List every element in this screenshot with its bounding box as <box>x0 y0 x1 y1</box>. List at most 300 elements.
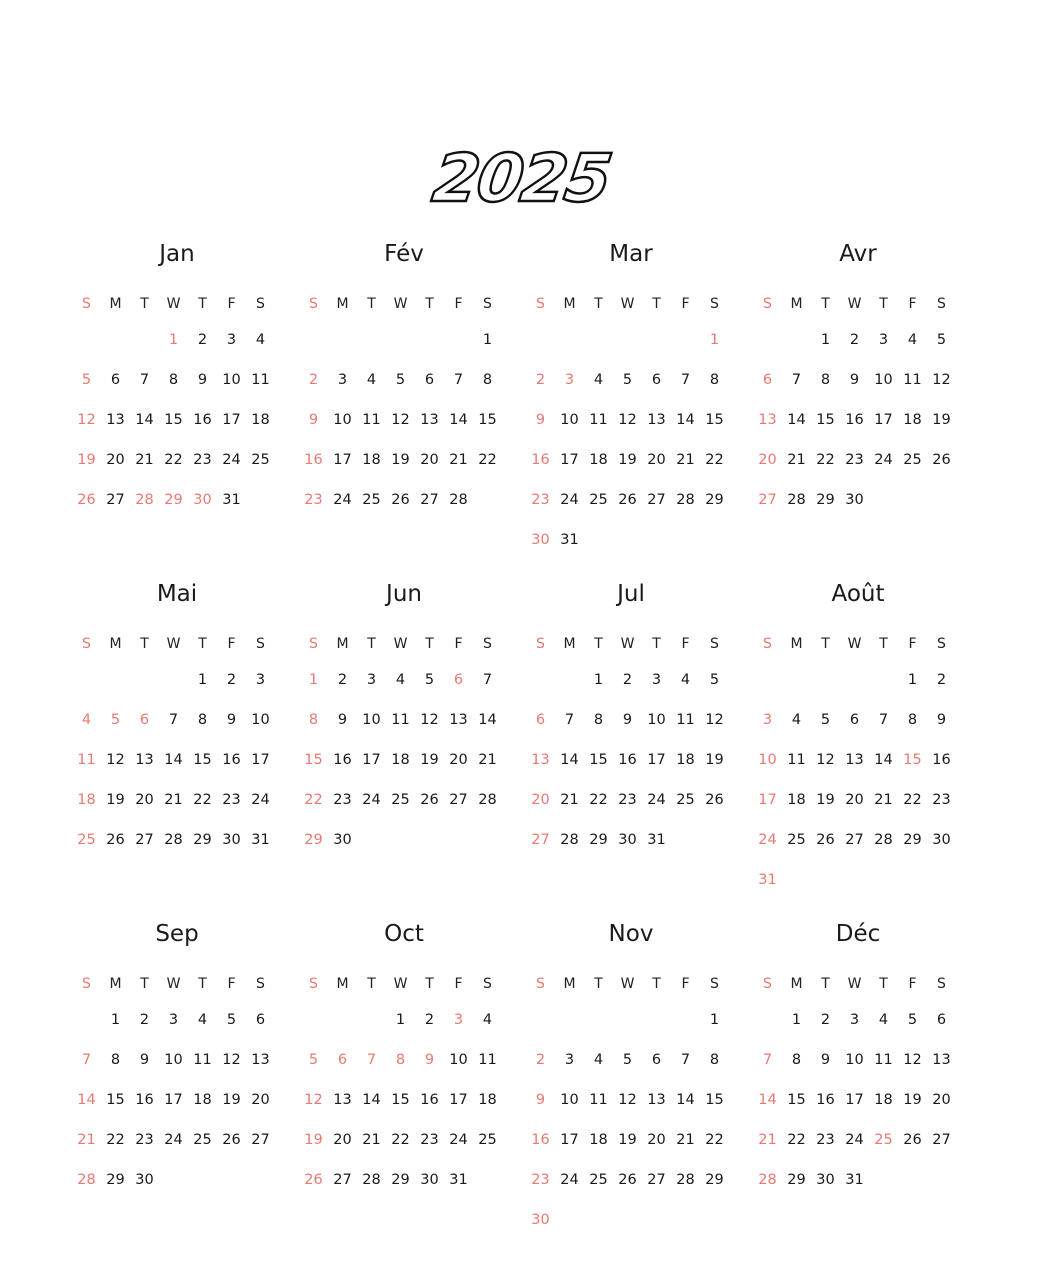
day-cell: 20 <box>845 792 864 808</box>
day-cell: 19 <box>618 1132 637 1148</box>
day-cell: 14 <box>135 412 154 428</box>
day-cell: 16 <box>845 412 864 428</box>
day-cell: 27 <box>333 1172 352 1188</box>
day-cell: 3 <box>878 332 889 348</box>
day-cell: 23 <box>845 452 864 468</box>
day-cell: 18 <box>874 1092 893 1108</box>
weekday-label: S <box>937 976 946 992</box>
day-cell: 9 <box>424 1052 435 1068</box>
day-cell: 30 <box>222 832 241 848</box>
day-cell: 16 <box>816 1092 835 1108</box>
weekday-label: W <box>393 636 408 652</box>
weekday-label: M <box>109 636 122 652</box>
day-cell: 16 <box>304 452 323 468</box>
day-cell: 13 <box>333 1092 352 1108</box>
weekday-label: M <box>790 296 803 312</box>
weekday-label: T <box>652 636 661 652</box>
day-cell: 21 <box>449 452 468 468</box>
day-cell: 23 <box>932 792 951 808</box>
day-cell: 18 <box>193 1092 212 1108</box>
day-cell: 18 <box>787 792 806 808</box>
weekday-header <box>753 968 963 1000</box>
day-cell: 4 <box>482 1012 493 1028</box>
day-cell: 24 <box>874 452 893 468</box>
day-cell: 5 <box>622 372 633 388</box>
day-cell: 28 <box>758 1172 777 1188</box>
day-cell: 19 <box>932 412 951 428</box>
day-cell: 30 <box>333 832 352 848</box>
day-cell: 22 <box>164 452 183 468</box>
day-cell: 15 <box>903 752 922 768</box>
day-cell: 21 <box>560 792 579 808</box>
day-cell: 15 <box>589 752 608 768</box>
weekday-label: S <box>536 636 545 652</box>
day-cell: 16 <box>333 752 352 768</box>
weekday-label: S <box>937 636 946 652</box>
day-cell: 1 <box>308 672 319 688</box>
day-cell: 13 <box>845 752 864 768</box>
weekday-label: F <box>681 296 690 312</box>
day-cell: 16 <box>193 412 212 428</box>
weekday-label: T <box>367 296 376 312</box>
day-cell: 2 <box>820 1012 831 1028</box>
day-cell: 10 <box>449 1052 468 1068</box>
weekday-label: F <box>227 976 236 992</box>
day-cell: 12 <box>106 752 125 768</box>
day-cell: 27 <box>758 492 777 508</box>
day-cell: 29 <box>705 1172 724 1188</box>
day-cell: 19 <box>391 452 410 468</box>
weekday-label: S <box>483 976 492 992</box>
day-cell: 29 <box>391 1172 410 1188</box>
day-cell: 8 <box>820 372 831 388</box>
day-cell: 12 <box>618 412 637 428</box>
day-cell: 17 <box>251 752 270 768</box>
day-cell: 22 <box>705 452 724 468</box>
day-cell: 7 <box>139 372 150 388</box>
day-cell: 28 <box>676 492 695 508</box>
weekday-label: F <box>227 636 236 652</box>
weekday-label: T <box>198 976 207 992</box>
day-cell: 6 <box>535 712 546 728</box>
day-cell: 29 <box>589 832 608 848</box>
days-grid <box>526 660 736 860</box>
month-block <box>299 232 509 572</box>
day-cell: 26 <box>903 1132 922 1148</box>
weekday-label: T <box>425 636 434 652</box>
day-cell: 28 <box>135 492 154 508</box>
day-cell: 22 <box>589 792 608 808</box>
weekday-label: W <box>166 636 181 652</box>
weekday-header <box>72 288 282 320</box>
weekday-label: F <box>454 296 463 312</box>
day-cell: 9 <box>308 412 319 428</box>
day-cell: 9 <box>820 1052 831 1068</box>
day-cell: 1 <box>709 1012 720 1028</box>
day-cell: 20 <box>758 452 777 468</box>
day-cell: 15 <box>705 1092 724 1108</box>
day-cell: 10 <box>874 372 893 388</box>
day-cell: 20 <box>135 792 154 808</box>
day-cell: 22 <box>106 1132 125 1148</box>
day-cell: 23 <box>193 452 212 468</box>
day-cell: 21 <box>478 752 497 768</box>
weekday-label: F <box>454 976 463 992</box>
day-cell: 13 <box>135 752 154 768</box>
day-cell: 27 <box>647 492 666 508</box>
days-grid <box>72 660 282 860</box>
day-cell: 9 <box>226 712 237 728</box>
day-cell: 21 <box>874 792 893 808</box>
day-cell: 12 <box>618 1092 637 1108</box>
day-cell: 3 <box>564 1052 575 1068</box>
day-cell: 30 <box>845 492 864 508</box>
day-cell: 17 <box>845 1092 864 1108</box>
day-cell: 21 <box>676 452 695 468</box>
day-cell: 27 <box>449 792 468 808</box>
weekday-label: T <box>140 636 149 652</box>
day-cell: 11 <box>874 1052 893 1068</box>
day-cell: 7 <box>482 672 493 688</box>
month-name: Jul <box>617 581 645 607</box>
day-cell: 13 <box>758 412 777 428</box>
day-cell: 14 <box>478 712 497 728</box>
day-cell: 3 <box>168 1012 179 1028</box>
day-cell: 22 <box>304 792 323 808</box>
day-cell: 3 <box>337 372 348 388</box>
day-cell: 21 <box>787 452 806 468</box>
month-block <box>753 232 963 572</box>
day-cell: 4 <box>255 332 266 348</box>
day-cell: 21 <box>676 1132 695 1148</box>
day-cell: 9 <box>535 412 546 428</box>
day-cell: 6 <box>849 712 860 728</box>
day-cell: 12 <box>77 412 96 428</box>
day-cell: 15 <box>193 752 212 768</box>
day-cell: 22 <box>478 452 497 468</box>
weekday-label: T <box>821 636 830 652</box>
day-cell: 7 <box>168 712 179 728</box>
month-name: Jun <box>386 581 422 607</box>
day-cell: 6 <box>936 1012 947 1028</box>
day-cell: 1 <box>168 332 179 348</box>
month-block <box>526 572 736 912</box>
day-cell: 11 <box>478 1052 497 1068</box>
day-cell: 26 <box>106 832 125 848</box>
month-name: Nov <box>608 921 654 947</box>
weekday-header <box>299 288 509 320</box>
weekday-label: W <box>620 976 635 992</box>
day-cell: 18 <box>362 452 381 468</box>
month-block <box>526 232 736 572</box>
weekday-label: T <box>367 636 376 652</box>
weekday-header <box>526 628 736 660</box>
day-cell: 8 <box>593 712 604 728</box>
day-cell: 11 <box>589 412 608 428</box>
weekday-header <box>526 288 736 320</box>
weekday-label: F <box>908 296 917 312</box>
day-cell: 25 <box>589 492 608 508</box>
day-cell: 11 <box>589 1092 608 1108</box>
day-cell: 14 <box>560 752 579 768</box>
weekday-label: F <box>227 296 236 312</box>
weekday-label: S <box>483 636 492 652</box>
day-cell: 16 <box>135 1092 154 1108</box>
day-cell: 8 <box>709 1052 720 1068</box>
day-cell: 7 <box>81 1052 92 1068</box>
day-cell: 3 <box>564 372 575 388</box>
weekday-label: M <box>109 296 122 312</box>
weekday-header <box>753 288 963 320</box>
day-cell: 24 <box>449 1132 468 1148</box>
day-cell: 17 <box>362 752 381 768</box>
day-cell: 5 <box>709 672 720 688</box>
day-cell: 20 <box>647 1132 666 1148</box>
day-cell: 14 <box>676 412 695 428</box>
weekday-label: T <box>594 976 603 992</box>
day-cell: 26 <box>618 492 637 508</box>
weekday-header <box>72 628 282 660</box>
day-cell: 26 <box>816 832 835 848</box>
day-cell: 7 <box>366 1052 377 1068</box>
weekday-label: M <box>336 296 349 312</box>
day-cell: 24 <box>758 832 777 848</box>
month-block <box>72 912 282 1252</box>
day-cell: 22 <box>705 1132 724 1148</box>
weekday-label: W <box>847 636 862 652</box>
day-cell: 28 <box>164 832 183 848</box>
day-cell: 9 <box>849 372 860 388</box>
weekday-label: M <box>563 296 576 312</box>
day-cell: 3 <box>226 332 237 348</box>
days-grid <box>299 320 509 520</box>
day-cell: 27 <box>420 492 439 508</box>
weekday-label: W <box>620 296 635 312</box>
weekday-label: W <box>393 296 408 312</box>
day-cell: 4 <box>791 712 802 728</box>
day-cell: 21 <box>77 1132 96 1148</box>
weekday-label: T <box>879 296 888 312</box>
day-cell: 5 <box>308 1052 319 1068</box>
month-name: Fév <box>384 241 424 267</box>
day-cell: 28 <box>874 832 893 848</box>
weekday-label: T <box>879 636 888 652</box>
day-cell: 22 <box>903 792 922 808</box>
weekday-label: S <box>256 636 265 652</box>
day-cell: 15 <box>304 752 323 768</box>
day-cell: 6 <box>762 372 773 388</box>
day-cell: 14 <box>676 1092 695 1108</box>
day-cell: 31 <box>845 1172 864 1188</box>
day-cell: 28 <box>449 492 468 508</box>
day-cell: 22 <box>391 1132 410 1148</box>
weekday-label: W <box>847 296 862 312</box>
day-cell: 9 <box>139 1052 150 1068</box>
weekday-label: F <box>454 636 463 652</box>
day-cell: 5 <box>820 712 831 728</box>
day-cell: 24 <box>251 792 270 808</box>
month-name: Avr <box>839 241 877 267</box>
day-cell: 25 <box>391 792 410 808</box>
day-cell: 17 <box>560 1132 579 1148</box>
day-cell: 2 <box>849 332 860 348</box>
day-cell: 11 <box>362 412 381 428</box>
weekday-label: S <box>309 296 318 312</box>
day-cell: 13 <box>647 412 666 428</box>
days-grid <box>72 320 282 520</box>
weekday-label: T <box>425 976 434 992</box>
day-cell: 11 <box>77 752 96 768</box>
day-cell: 19 <box>77 452 96 468</box>
day-cell: 20 <box>420 452 439 468</box>
day-cell: 3 <box>366 672 377 688</box>
day-cell: 13 <box>106 412 125 428</box>
weekday-label: F <box>908 636 917 652</box>
weekday-label: T <box>198 636 207 652</box>
day-cell: 13 <box>647 1092 666 1108</box>
month-name: Sep <box>155 921 199 947</box>
day-cell: 29 <box>903 832 922 848</box>
day-cell: 20 <box>251 1092 270 1108</box>
day-cell: 19 <box>420 752 439 768</box>
day-cell: 6 <box>651 1052 662 1068</box>
weekday-header <box>753 628 963 660</box>
day-cell: 30 <box>420 1172 439 1188</box>
day-cell: 25 <box>251 452 270 468</box>
day-cell: 27 <box>647 1172 666 1188</box>
days-grid <box>299 1000 509 1200</box>
month-block <box>753 572 963 912</box>
day-cell: 23 <box>531 1172 550 1188</box>
day-cell: 8 <box>110 1052 121 1068</box>
day-cell: 11 <box>787 752 806 768</box>
day-cell: 9 <box>936 712 947 728</box>
day-cell: 28 <box>787 492 806 508</box>
day-cell: 23 <box>816 1132 835 1148</box>
weekday-label: S <box>82 296 91 312</box>
weekday-label: T <box>198 296 207 312</box>
day-cell: 27 <box>251 1132 270 1148</box>
day-cell: 8 <box>791 1052 802 1068</box>
day-cell: 29 <box>816 492 835 508</box>
day-cell: 20 <box>333 1132 352 1148</box>
day-cell: 14 <box>758 1092 777 1108</box>
day-cell: 23 <box>135 1132 154 1148</box>
weekday-label: S <box>82 976 91 992</box>
day-cell: 18 <box>391 752 410 768</box>
day-cell: 1 <box>791 1012 802 1028</box>
day-cell: 24 <box>845 1132 864 1148</box>
month-name: Déc <box>835 921 881 947</box>
weekday-label: W <box>620 636 635 652</box>
day-cell: 16 <box>531 1132 550 1148</box>
year-title: 2025 <box>428 140 615 217</box>
day-cell: 17 <box>222 412 241 428</box>
day-cell: 10 <box>251 712 270 728</box>
day-cell: 10 <box>647 712 666 728</box>
day-cell: 31 <box>758 872 777 888</box>
day-cell: 26 <box>222 1132 241 1148</box>
weekday-label: T <box>821 296 830 312</box>
day-cell: 28 <box>676 1172 695 1188</box>
day-cell: 15 <box>106 1092 125 1108</box>
day-cell: 30 <box>135 1172 154 1188</box>
day-cell: 14 <box>449 412 468 428</box>
day-cell: 11 <box>676 712 695 728</box>
months-grid <box>72 232 972 1252</box>
day-cell: 15 <box>164 412 183 428</box>
day-cell: 24 <box>560 492 579 508</box>
weekday-label: T <box>425 296 434 312</box>
weekday-label: M <box>790 976 803 992</box>
weekday-header <box>299 628 509 660</box>
day-cell: 17 <box>874 412 893 428</box>
day-cell: 4 <box>395 672 406 688</box>
day-cell: 24 <box>164 1132 183 1148</box>
weekday-label: T <box>594 636 603 652</box>
weekday-label: M <box>563 636 576 652</box>
day-cell: 26 <box>618 1172 637 1188</box>
day-cell: 1 <box>395 1012 406 1028</box>
day-cell: 29 <box>164 492 183 508</box>
day-cell: 24 <box>362 792 381 808</box>
day-cell: 26 <box>932 452 951 468</box>
day-cell: 12 <box>816 752 835 768</box>
weekday-label: M <box>336 976 349 992</box>
day-cell: 17 <box>758 792 777 808</box>
weekday-header <box>299 968 509 1000</box>
day-cell: 21 <box>135 452 154 468</box>
day-cell: 13 <box>420 412 439 428</box>
day-cell: 5 <box>226 1012 237 1028</box>
day-cell: 2 <box>337 672 348 688</box>
month-name: Mai <box>156 581 198 607</box>
day-cell: 25 <box>874 1132 893 1148</box>
days-grid <box>753 1000 963 1200</box>
weekday-label: T <box>821 976 830 992</box>
day-cell: 10 <box>362 712 381 728</box>
weekday-label: T <box>367 976 376 992</box>
day-cell: 18 <box>77 792 96 808</box>
day-cell: 8 <box>482 372 493 388</box>
day-cell: 30 <box>531 532 550 548</box>
day-cell: 6 <box>337 1052 348 1068</box>
day-cell: 12 <box>304 1092 323 1108</box>
day-cell: 21 <box>758 1132 777 1148</box>
day-cell: 13 <box>251 1052 270 1068</box>
day-cell: 26 <box>705 792 724 808</box>
day-cell: 23 <box>618 792 637 808</box>
day-cell: 10 <box>333 412 352 428</box>
weekday-header <box>526 968 736 1000</box>
day-cell: 27 <box>135 832 154 848</box>
day-cell: 4 <box>593 372 604 388</box>
day-cell: 20 <box>932 1092 951 1108</box>
day-cell: 27 <box>845 832 864 848</box>
day-cell: 25 <box>903 452 922 468</box>
day-cell: 25 <box>193 1132 212 1148</box>
day-cell: 5 <box>81 372 92 388</box>
weekday-label: F <box>681 976 690 992</box>
day-cell: 4 <box>593 1052 604 1068</box>
day-cell: 20 <box>449 752 468 768</box>
weekday-label: S <box>256 976 265 992</box>
day-cell: 30 <box>193 492 212 508</box>
day-cell: 15 <box>478 412 497 428</box>
month-name: Jan <box>159 241 195 267</box>
day-cell: 18 <box>676 752 695 768</box>
day-cell: 6 <box>255 1012 266 1028</box>
